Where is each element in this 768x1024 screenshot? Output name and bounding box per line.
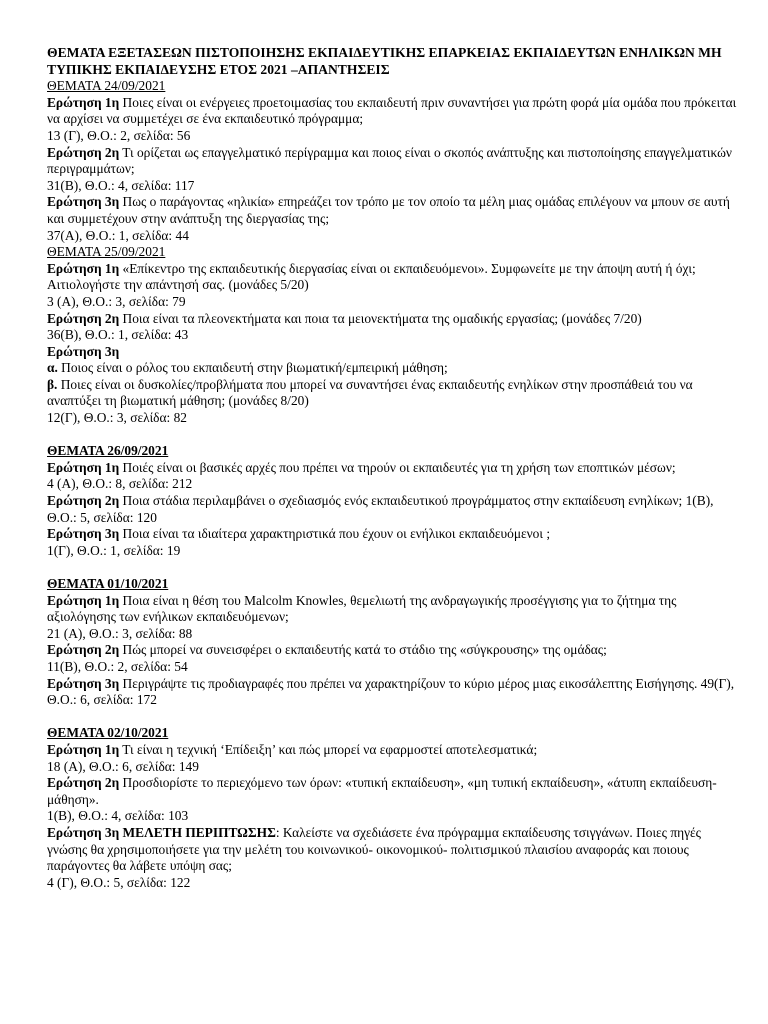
answer-reference: 12(Γ), Θ.Ο.: 3, σελίδα: 82 [47,410,187,426]
question-label: Ερώτηση 1η [47,592,120,608]
question-label: Ερώτηση 3η [47,675,120,691]
question-text: Ποιες είναι οι ενέργειες προετοιμασίας του εκπαιδευτή πριν συναντήσει για πρώτη φορά μία ομάδα που πρόκειται να αρχίσει να συμμετέχει σε ένα εκπαιδευτικό πρόγραμμα; [47,94,737,127]
question [47,145,737,178]
question-text: Προσδιορίστε το περιεχόμενο των όρων: «τυπική εκπαίδευση», «μη τυπική εκπαίδευση», «άτυπη εκπαίδευση-μάθηση». [47,775,717,807]
question-label: Ερώτηση 1η [47,94,120,110]
question-part [47,377,737,410]
question-part [47,360,737,377]
question [47,344,737,361]
question [47,311,737,328]
answer-reference: 3 (Α), Θ.Ο.: 3, σελίδα: 79 [47,293,186,309]
part-label: α. [47,360,58,376]
answer-reference: 4 (Γ), Θ.Ο.: 5, σελίδα: 122 [47,874,191,890]
question [47,676,737,709]
question-text: Ποια είναι τα ιδιαίτερα χαρακτηριστικά που έχουν οι ενήλικοι εκπαιδευόμενοι ; [119,526,551,542]
question [47,493,737,526]
question-text: Ποια στάδια περιλαμβάνει ο σχεδιασμός ενός εκπαιδευτικού προγράμματος στην εκπαίδευση ενηλίκων; 1(Β), Θ.Ο.: 5, σελίδα: 120 [47,493,714,525]
section-heading: ΘΕΜΑΤΑ 26/09/2021 [47,443,169,459]
question-text: Τι είναι η τεχνική ‘Επίδειξη’ και πώς μπορεί να εφαρμοστεί αποτελεσματικά; [119,741,538,757]
question [47,775,737,808]
question-label: Ερώτηση 1η [47,260,120,276]
question [47,194,737,227]
document-body [47,45,737,891]
answer-reference: 37(Α), Θ.Ο.: 1, σελίδα: 44 [47,227,189,243]
question-text: : Καλείστε να σχεδιάσετε ένα πρόγραμμα εκπαίδευσης τσιγγάνων. Ποιες πηγές γνώσης θα χρησιμοποιήσετε για την μελέτη του κοινωνικού- οικονομικού- πολιτισμικού πλαισίου αναφοράς και ποιους παράγοντες θα λάβετε υπόψη σας; [47,824,701,874]
section-heading: ΘΕΜΑΤΑ 24/09/2021 [47,78,166,94]
question [47,460,737,477]
spacer [47,559,737,576]
question-text: Περιγράψτε τις προδιαγραφές που πρέπει να χαρακτηρίζουν το κύριο μέρος μιας εικοσάλεπτης Εισήγησης. 49(Γ), Θ.Ο.: 6, σελίδα: 172 [47,675,735,708]
question [47,825,737,875]
question-text: Ποιές είναι οι βασικές αρχές που πρέπει να τηρούν οι εκπαιδευτές για τη χρήση των εποπτικών μέσων; [119,459,676,475]
question-label: Ερώτηση 3η [47,526,120,542]
section-heading: ΘΕΜΑΤΑ 25/09/2021 [47,244,166,260]
answer-reference: 36(Β), Θ.Ο.: 1, σελίδα: 43 [47,327,189,343]
question-text: Πως ο παράγοντας «ηλικία» επηρεάζει τον τρόπο με τον οποίο τα μέλη μιας ομάδας επιλέγουν να μπουν σε αυτή και συμμετέχουν στην ανάπτυξη της διεργασίας της; [47,194,730,226]
question-label: Ερώτηση 1η [47,741,120,757]
question-label: Ερώτηση 3η [47,343,120,359]
question-label: Ερώτηση 3η ΜΕΛΕΤΗ ΠΕΡΙΠΤΩΣΗΣ [47,824,276,840]
answer-reference: 11(Β), Θ.Ο.: 2, σελίδα: 54 [47,658,188,674]
spacer [47,427,737,444]
question [47,593,737,626]
question-label: Ερώτηση 2η [47,642,120,658]
answer-reference: 21 (Α), Θ.Ο.: 3, σελίδα: 88 [47,625,193,641]
answer-reference: 18 (Α), Θ.Ο.: 6, σελίδα: 149 [47,758,199,774]
section-heading: ΘΕΜΑΤΑ 01/10/2021 [47,576,169,591]
question [47,261,737,294]
question-label: Ερώτηση 2η [47,144,120,160]
answer-reference: 1(Γ), Θ.Ο.: 1, σελίδα: 19 [47,542,181,558]
question-label: Ερώτηση 2η [47,493,120,509]
question [47,95,737,128]
question-label: Ερώτηση 2η [47,310,120,326]
answer-reference: 4 (Α), Θ.Ο.: 8, σελίδα: 212 [47,476,193,492]
spacer [47,709,737,726]
question [47,642,737,659]
part-label: β. [47,376,58,392]
question-label: Ερώτηση 1η [47,459,120,475]
section-heading: ΘΕΜΑΤΑ 02/10/2021 [47,725,169,741]
question-text: Ποια είναι τα πλεονεκτήματα και ποια τα μειονεκτήματα της ομαδικής εργασίας; (μονάδες 7/20) [119,310,642,326]
answer-reference: 1(Β), Θ.Ο.: 4, σελίδα: 103 [47,808,189,824]
question-text: Πώς μπορεί να συνεισφέρει ο εκπαιδευτής κατά το στάδιο της «σύγκρουσης» της ομάδας; [119,642,607,658]
question-label: Ερώτηση 3η [47,194,120,210]
part-text: Ποιες είναι οι δυσκολίες/προβλήματα που μπορεί να συναντήσει ένας εκπαιδευτής ενηλίκων στην προσπάθειά του να αναπτύξει τη βιωματική μάθηση; (μονάδες 8/20) [47,376,693,409]
answer-reference: 13 (Γ), Θ.Ο.: 2, σελίδα: 56 [47,127,191,143]
question [47,526,737,543]
document-title: ΘΕΜΑΤΑ ΕΞΕΤΑΣΕΩΝ ΠΙΣΤΟΠΟΙΗΣΗΣ ΕΚΠΑΙΔΕΥΤΙΚΗΣ ΕΠΑΡΚΕΙΑΣ ΕΚΠΑΙΔΕΥΤΩΝ ΕΝΗΛΙΚΩΝ ΜΗ ΤΥΠΙΚΗΣ ΕΚΠΑΙΔΕΥΣΗΣ ΕΤΟΣ 2021 –ΑΠΑΝΤΗΣΕΙΣ [47,45,722,77]
question-text: Ποια είναι η θέση του Malcolm Knowles, θεμελιωτή της ανδραγωγικής προσέγγισης για το ζήτημα της αξιολόγησης των ενήλικων εκπαιδευόμενων; [47,592,677,625]
part-text: Ποιος είναι ο ρόλος του εκπαιδευτή στην βιωματική/εμπειρική μάθηση; [57,360,448,376]
question-text: «Επίκεντρο της εκπαιδευτικής διεργασίας είναι οι εκπαιδευόμενοι». Συμφωνείτε με την άποψη αυτή ή όχι; Αιτιολογήστε την απάντησή σας. (μονάδες 5/20) [47,260,696,293]
question [47,742,737,759]
question-label: Ερώτηση 2η [47,775,120,791]
question-text: Τι ορίζεται ως επαγγελματικό περίγραμμα και ποιος είναι ο σκοπός ανάπτυξης και πιστοποίησης επαγγελματικών περιγραμμάτων; [47,144,732,177]
answer-reference: 31(Β), Θ.Ο.: 4, σελίδα: 117 [47,177,195,193]
